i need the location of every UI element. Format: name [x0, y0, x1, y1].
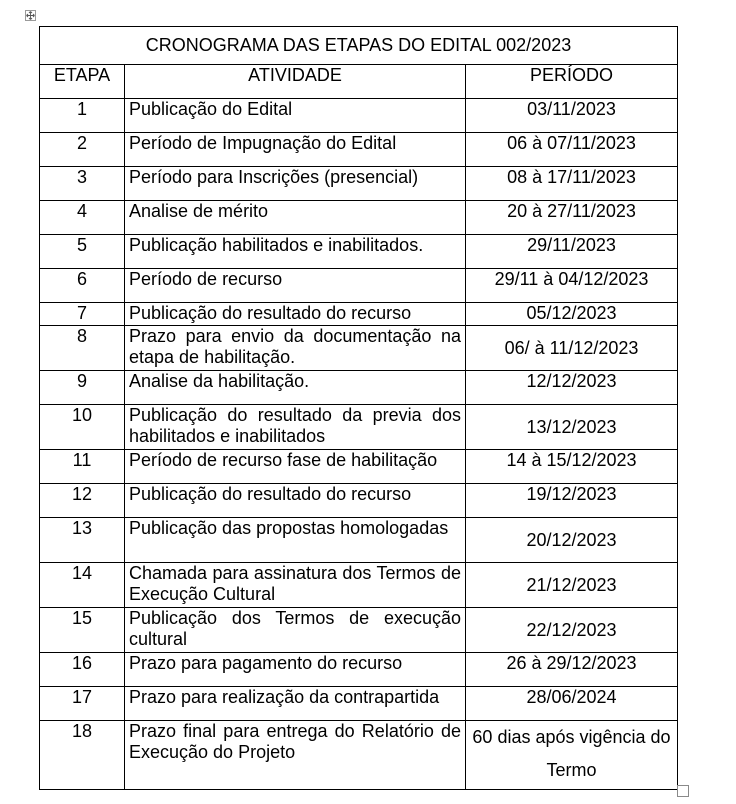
- cell-periodo: 29/11/2023: [466, 235, 678, 269]
- cell-atividade: Prazo para realização da contrapartida: [125, 687, 466, 721]
- table-row: [40, 563, 678, 608]
- cell-periodo: 08 à 17/11/2023: [466, 167, 678, 201]
- cell-atividade: Publicação habilitados e inabilitados.: [125, 235, 466, 269]
- cell-etapa: 7: [40, 303, 125, 326]
- table-row: [40, 518, 678, 563]
- table-row: [40, 167, 678, 201]
- cell-etapa: 2: [40, 133, 125, 167]
- table-row: [40, 721, 678, 790]
- table-row: [40, 687, 678, 721]
- cell-etapa: 3: [40, 167, 125, 201]
- cell-atividade: Período de recurso fase de habilitação: [125, 450, 466, 484]
- table-row: [40, 201, 678, 235]
- header-periodo: PERÍODO: [466, 65, 678, 99]
- table-row: [40, 326, 678, 371]
- schedule-table: [39, 26, 678, 790]
- table-row: [40, 405, 678, 450]
- cell-etapa: 16: [40, 653, 125, 687]
- table-row: [40, 608, 678, 653]
- cell-etapa: 11: [40, 450, 125, 484]
- table-row: [40, 99, 678, 133]
- cell-etapa: 6: [40, 269, 125, 303]
- cell-periodo: 60 dias após vigência do Termo: [466, 721, 678, 790]
- cell-atividade: Prazo para pagamento do recurso: [125, 653, 466, 687]
- cell-etapa: 1: [40, 99, 125, 133]
- table-resize-handle[interactable]: [677, 785, 689, 797]
- cell-etapa: 15: [40, 608, 125, 653]
- cell-periodo: 12/12/2023: [466, 371, 678, 405]
- table-title: CRONOGRAMA DAS ETAPAS DO EDITAL 002/2023: [40, 27, 678, 65]
- table-row: [40, 371, 678, 405]
- cell-atividade: Prazo final para entrega do Relatório de Execução do Projeto: [125, 721, 466, 790]
- cell-etapa: 13: [40, 518, 125, 563]
- table-row: [40, 450, 678, 484]
- cell-atividade: Publicação do resultado da previa dos habilitados e inabilitados: [125, 405, 466, 450]
- cell-atividade: Publicação dos Termos de execução cultural: [125, 608, 466, 653]
- cell-atividade: Período de recurso: [125, 269, 466, 303]
- cell-atividade: Publicação do resultado do recurso: [125, 303, 466, 326]
- header-atividade: ATIVIDADE: [125, 65, 466, 99]
- cell-etapa: 9: [40, 371, 125, 405]
- cell-periodo: 05/12/2023: [466, 303, 678, 326]
- cell-atividade: Publicação do resultado do recurso: [125, 484, 466, 518]
- cell-periodo: 21/12/2023: [466, 563, 678, 608]
- table-row: [40, 484, 678, 518]
- table-row: [40, 235, 678, 269]
- table-row: [40, 653, 678, 687]
- cell-etapa: 10: [40, 405, 125, 450]
- cell-atividade: Prazo para envio da documentação na etapa de habilitação.: [125, 326, 466, 371]
- header-etapa: ETAPA: [40, 65, 125, 99]
- cell-etapa: 17: [40, 687, 125, 721]
- table-row: [40, 133, 678, 167]
- cell-periodo: 19/12/2023: [466, 484, 678, 518]
- cell-atividade: Publicação do Edital: [125, 99, 466, 133]
- table-row: [40, 269, 678, 303]
- cell-etapa: 5: [40, 235, 125, 269]
- cell-etapa: 18: [40, 721, 125, 790]
- cell-periodo: 06 à 07/11/2023: [466, 133, 678, 167]
- cell-atividade: Período para Inscrições (presencial): [125, 167, 466, 201]
- cell-periodo: 06/ à 11/12/2023: [466, 326, 678, 371]
- cell-periodo: 03/11/2023: [466, 99, 678, 133]
- table-title-row: [40, 27, 678, 65]
- cell-atividade: Período de Impugnação do Edital: [125, 133, 466, 167]
- table-row: [40, 303, 678, 326]
- cell-periodo: 28/06/2024: [466, 687, 678, 721]
- cell-periodo: 20 à 27/11/2023: [466, 201, 678, 235]
- table-header-row: [40, 65, 678, 99]
- cell-periodo: 26 à 29/12/2023: [466, 653, 678, 687]
- cell-atividade: Chamada para assinatura dos Termos de Execução Cultural: [125, 563, 466, 608]
- cell-etapa: 8: [40, 326, 125, 371]
- cell-periodo: 13/12/2023: [466, 405, 678, 450]
- cell-atividade: Publicação das propostas homologadas: [125, 518, 466, 563]
- cell-atividade: Analise de mérito: [125, 201, 466, 235]
- cell-etapa: 12: [40, 484, 125, 518]
- cell-atividade: Analise da habilitação.: [125, 371, 466, 405]
- cell-periodo: 29/11 à 04/12/2023: [466, 269, 678, 303]
- cell-periodo: 14 à 15/12/2023: [466, 450, 678, 484]
- cell-etapa: 14: [40, 563, 125, 608]
- table-move-handle-icon[interactable]: [25, 10, 36, 21]
- cell-periodo: 22/12/2023: [466, 608, 678, 653]
- cell-etapa: 4: [40, 201, 125, 235]
- cell-periodo: 20/12/2023: [466, 518, 678, 563]
